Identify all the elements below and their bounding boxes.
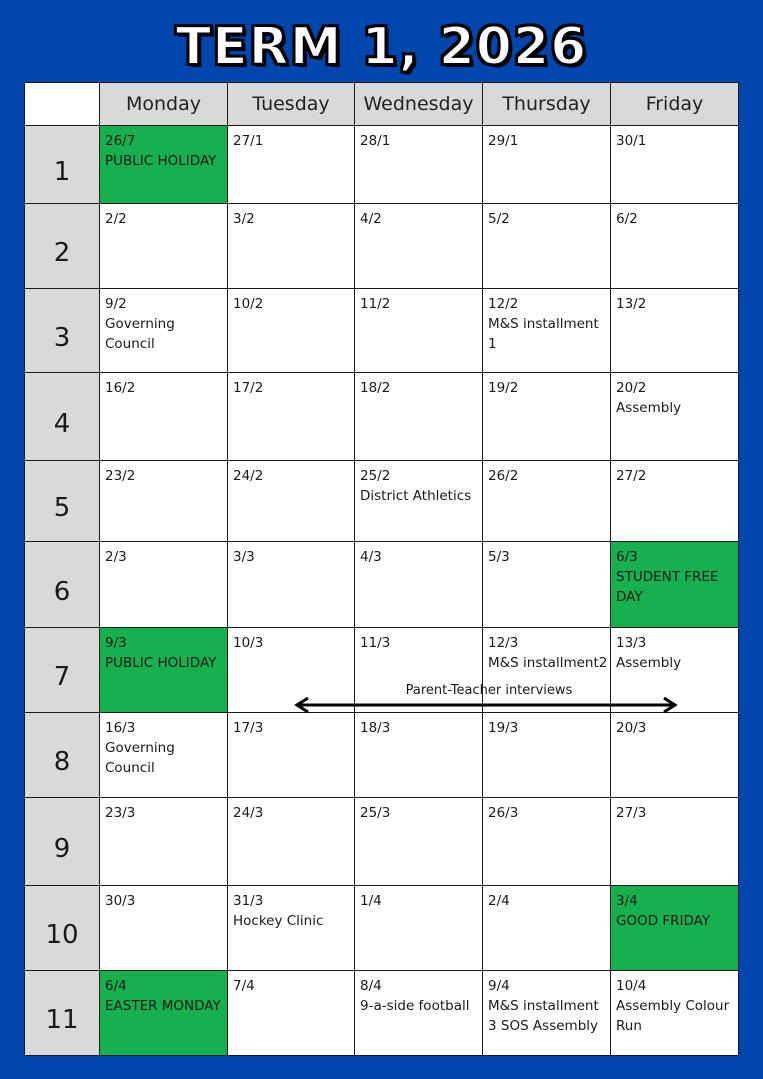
cell-date: 25/3 <box>360 805 391 821</box>
day-cell[interactable] <box>100 461 228 542</box>
cell-date: 26/7 <box>105 133 136 149</box>
cell-date: 5/3 <box>488 549 510 565</box>
day-cell[interactable] <box>228 798 355 886</box>
cell-date: 28/1 <box>360 133 391 149</box>
week-number-label: 11 <box>45 1005 79 1035</box>
day-cell[interactable] <box>611 126 739 204</box>
day-cell[interactable] <box>483 373 611 461</box>
day-header-monday: Monday <box>100 83 228 126</box>
day-cell[interactable] <box>483 126 611 204</box>
day-cell[interactable] <box>228 289 355 373</box>
day-cell[interactable] <box>355 373 483 461</box>
corner-cell <box>25 83 100 126</box>
day-cell[interactable] <box>100 886 228 971</box>
week-number <box>25 204 100 289</box>
double-arrow-icon <box>294 683 678 713</box>
day-cell[interactable] <box>100 373 228 461</box>
day-cell[interactable] <box>483 461 611 542</box>
day-cell[interactable] <box>228 542 355 628</box>
cell-event: Governing Council <box>105 316 175 352</box>
cell-event: Assembly <box>616 400 682 416</box>
day-cell[interactable] <box>355 204 483 289</box>
cell-date: 25/2 <box>360 468 391 484</box>
day-cell[interactable] <box>100 126 228 204</box>
cell-date: 6/2 <box>616 211 638 227</box>
cell-date: 23/3 <box>105 805 136 821</box>
week-number <box>25 798 100 886</box>
day-cell[interactable] <box>611 971 739 1056</box>
day-cell[interactable] <box>355 126 483 204</box>
day-cell[interactable] <box>611 204 739 289</box>
week-row <box>25 204 739 289</box>
cell-event: PUBLIC HOLIDAY <box>105 655 217 671</box>
week-number <box>25 289 100 373</box>
week-row <box>25 886 739 971</box>
day-cell[interactable] <box>100 971 228 1056</box>
cell-event: M&S installment2 <box>488 655 608 671</box>
cell-date: 4/3 <box>360 549 382 565</box>
day-cell[interactable] <box>228 886 355 971</box>
span-event-label: Parent-Teacher interviews <box>405 683 573 698</box>
cell-date: 13/3 <box>616 635 647 651</box>
cell-date: 6/3 <box>616 549 638 565</box>
page-title: TERM 1, 2026 <box>175 17 588 77</box>
cell-date: 3/4 <box>616 893 638 909</box>
cell-event: 9-a-side football <box>360 998 470 1014</box>
week-row <box>25 289 739 373</box>
cell-date: 2/2 <box>105 211 127 227</box>
cell-event: Assembly <box>616 655 682 671</box>
cell-date: 24/3 <box>233 805 264 821</box>
day-cell[interactable] <box>100 713 228 798</box>
cell-date: 7/4 <box>233 978 255 994</box>
cell-date: 27/2 <box>616 468 647 484</box>
cell-event: Governing Council <box>105 740 175 776</box>
cell-event: STUDENT FREE DAY <box>616 569 719 605</box>
week-number <box>25 628 100 713</box>
day-cell[interactable] <box>611 373 739 461</box>
week-number <box>25 373 100 461</box>
cell-date: 2/3 <box>105 549 127 565</box>
day-cell[interactable] <box>483 886 611 971</box>
cell-date: 16/3 <box>105 720 136 736</box>
week-number-label: 9 <box>53 833 71 864</box>
day-cell[interactable] <box>355 289 483 373</box>
day-cell[interactable] <box>483 204 611 289</box>
cell-date: 20/3 <box>616 720 647 736</box>
day-cell[interactable] <box>483 971 611 1056</box>
week-number <box>25 886 100 971</box>
term-calendar-table <box>24 82 739 1056</box>
cell-date: 3/2 <box>233 211 255 227</box>
cell-date: 9/3 <box>105 635 127 651</box>
day-cell[interactable] <box>611 713 739 798</box>
cell-date: 16/2 <box>105 380 136 396</box>
cell-event: Assembly Colour Run <box>616 998 730 1034</box>
cell-date: 29/1 <box>488 133 519 149</box>
day-cell[interactable] <box>355 886 483 971</box>
cell-date: 11/2 <box>360 296 391 312</box>
day-cell[interactable] <box>355 461 483 542</box>
cell-date: 27/3 <box>616 805 647 821</box>
cell-date: 23/2 <box>105 468 136 484</box>
week-row <box>25 971 739 1056</box>
day-cell[interactable] <box>228 461 355 542</box>
cell-date: 13/2 <box>616 296 647 312</box>
cell-event: Hockey Clinic <box>233 913 324 929</box>
day-cell[interactable] <box>611 289 739 373</box>
day-cell[interactable] <box>355 542 483 628</box>
day-cell[interactable] <box>100 798 228 886</box>
day-header-wednesday: Wednesday <box>355 83 483 126</box>
day-cell[interactable] <box>483 542 611 628</box>
cell-date: 5/2 <box>488 211 510 227</box>
week-number-label: 1 <box>53 156 71 187</box>
cell-event: District Athletics <box>360 488 472 504</box>
week-row <box>25 373 739 461</box>
week-row <box>25 713 739 798</box>
cell-date: 27/1 <box>233 133 264 149</box>
week-number <box>25 126 100 204</box>
cell-date: 11/3 <box>360 635 391 651</box>
day-cell[interactable] <box>611 886 739 971</box>
cell-date: 17/3 <box>233 720 264 736</box>
week-number-label: 2 <box>53 238 71 268</box>
cell-event: M&S installment 1 <box>488 316 599 352</box>
cell-date: 2/4 <box>488 893 510 909</box>
week-number-label: 10 <box>45 920 79 950</box>
week-number-label: 8 <box>53 747 71 777</box>
week-number-label: 4 <box>53 408 71 439</box>
cell-date: 31/3 <box>233 893 264 909</box>
day-cell[interactable] <box>483 798 611 886</box>
day-cell[interactable] <box>228 204 355 289</box>
day-cell[interactable] <box>228 971 355 1056</box>
day-header-friday: Friday <box>611 83 739 126</box>
cell-date: 19/2 <box>488 380 519 396</box>
cell-date: 18/3 <box>360 720 391 736</box>
day-header-tuesday: Tuesday <box>228 83 355 126</box>
day-cell[interactable] <box>100 628 228 713</box>
cell-date: 10/2 <box>233 296 264 312</box>
cell-date: 10/4 <box>616 978 647 994</box>
day-cell[interactable] <box>100 542 228 628</box>
day-cell[interactable] <box>355 798 483 886</box>
week-row <box>25 542 739 628</box>
day-cell[interactable] <box>100 204 228 289</box>
cell-date: 6/4 <box>105 978 127 994</box>
cell-date: 17/2 <box>233 380 264 396</box>
week-number <box>25 542 100 628</box>
cell-date: 26/2 <box>488 468 519 484</box>
week-number-label: 3 <box>53 322 71 353</box>
cell-date: 18/2 <box>360 380 391 396</box>
cell-date: 9/4 <box>488 978 510 994</box>
cell-date: 1/4 <box>360 893 382 909</box>
cell-date: 20/2 <box>616 380 647 396</box>
day-cell[interactable] <box>355 713 483 798</box>
cell-date: 19/3 <box>488 720 519 736</box>
cell-event: EASTER MONDAY <box>105 998 221 1014</box>
week-number <box>25 971 100 1056</box>
day-cell[interactable] <box>100 289 228 373</box>
week-number-label: 7 <box>53 662 71 692</box>
week-row <box>25 798 739 886</box>
day-cell[interactable] <box>611 798 739 886</box>
cell-date: 30/1 <box>616 133 647 149</box>
cell-date: 8/4 <box>360 978 382 994</box>
day-cell[interactable] <box>228 126 355 204</box>
day-cell[interactable] <box>611 461 739 542</box>
cell-date: 30/3 <box>105 893 136 909</box>
cell-date: 4/2 <box>360 211 382 227</box>
day-cell[interactable] <box>228 713 355 798</box>
cell-date: 26/3 <box>488 805 519 821</box>
cell-event: GOOD FRIDAY <box>616 913 711 929</box>
day-cell[interactable] <box>355 971 483 1056</box>
cell-date: 3/3 <box>233 549 255 565</box>
cell-date: 12/3 <box>488 635 519 651</box>
week-number <box>25 461 100 542</box>
day-cell[interactable] <box>611 542 739 628</box>
day-cell[interactable] <box>483 289 611 373</box>
day-cell[interactable] <box>228 373 355 461</box>
parent-teacher-interviews-span <box>294 683 678 713</box>
week-number <box>25 713 100 798</box>
cell-event: M&S installment 3 SOS Assembly <box>488 998 599 1034</box>
cell-date: 9/2 <box>105 296 127 312</box>
day-cell[interactable] <box>483 713 611 798</box>
week-row <box>25 461 739 542</box>
cell-event: PUBLIC HOLIDAY <box>105 153 217 169</box>
cell-date: 10/3 <box>233 635 264 651</box>
cell-date: 24/2 <box>233 468 264 484</box>
week-row <box>25 126 739 204</box>
week-number-label: 6 <box>53 576 71 607</box>
day-header-thursday: Thursday <box>483 83 611 126</box>
header-row <box>25 83 739 126</box>
cell-date: 12/2 <box>488 296 519 312</box>
week-number-label: 5 <box>53 493 71 523</box>
